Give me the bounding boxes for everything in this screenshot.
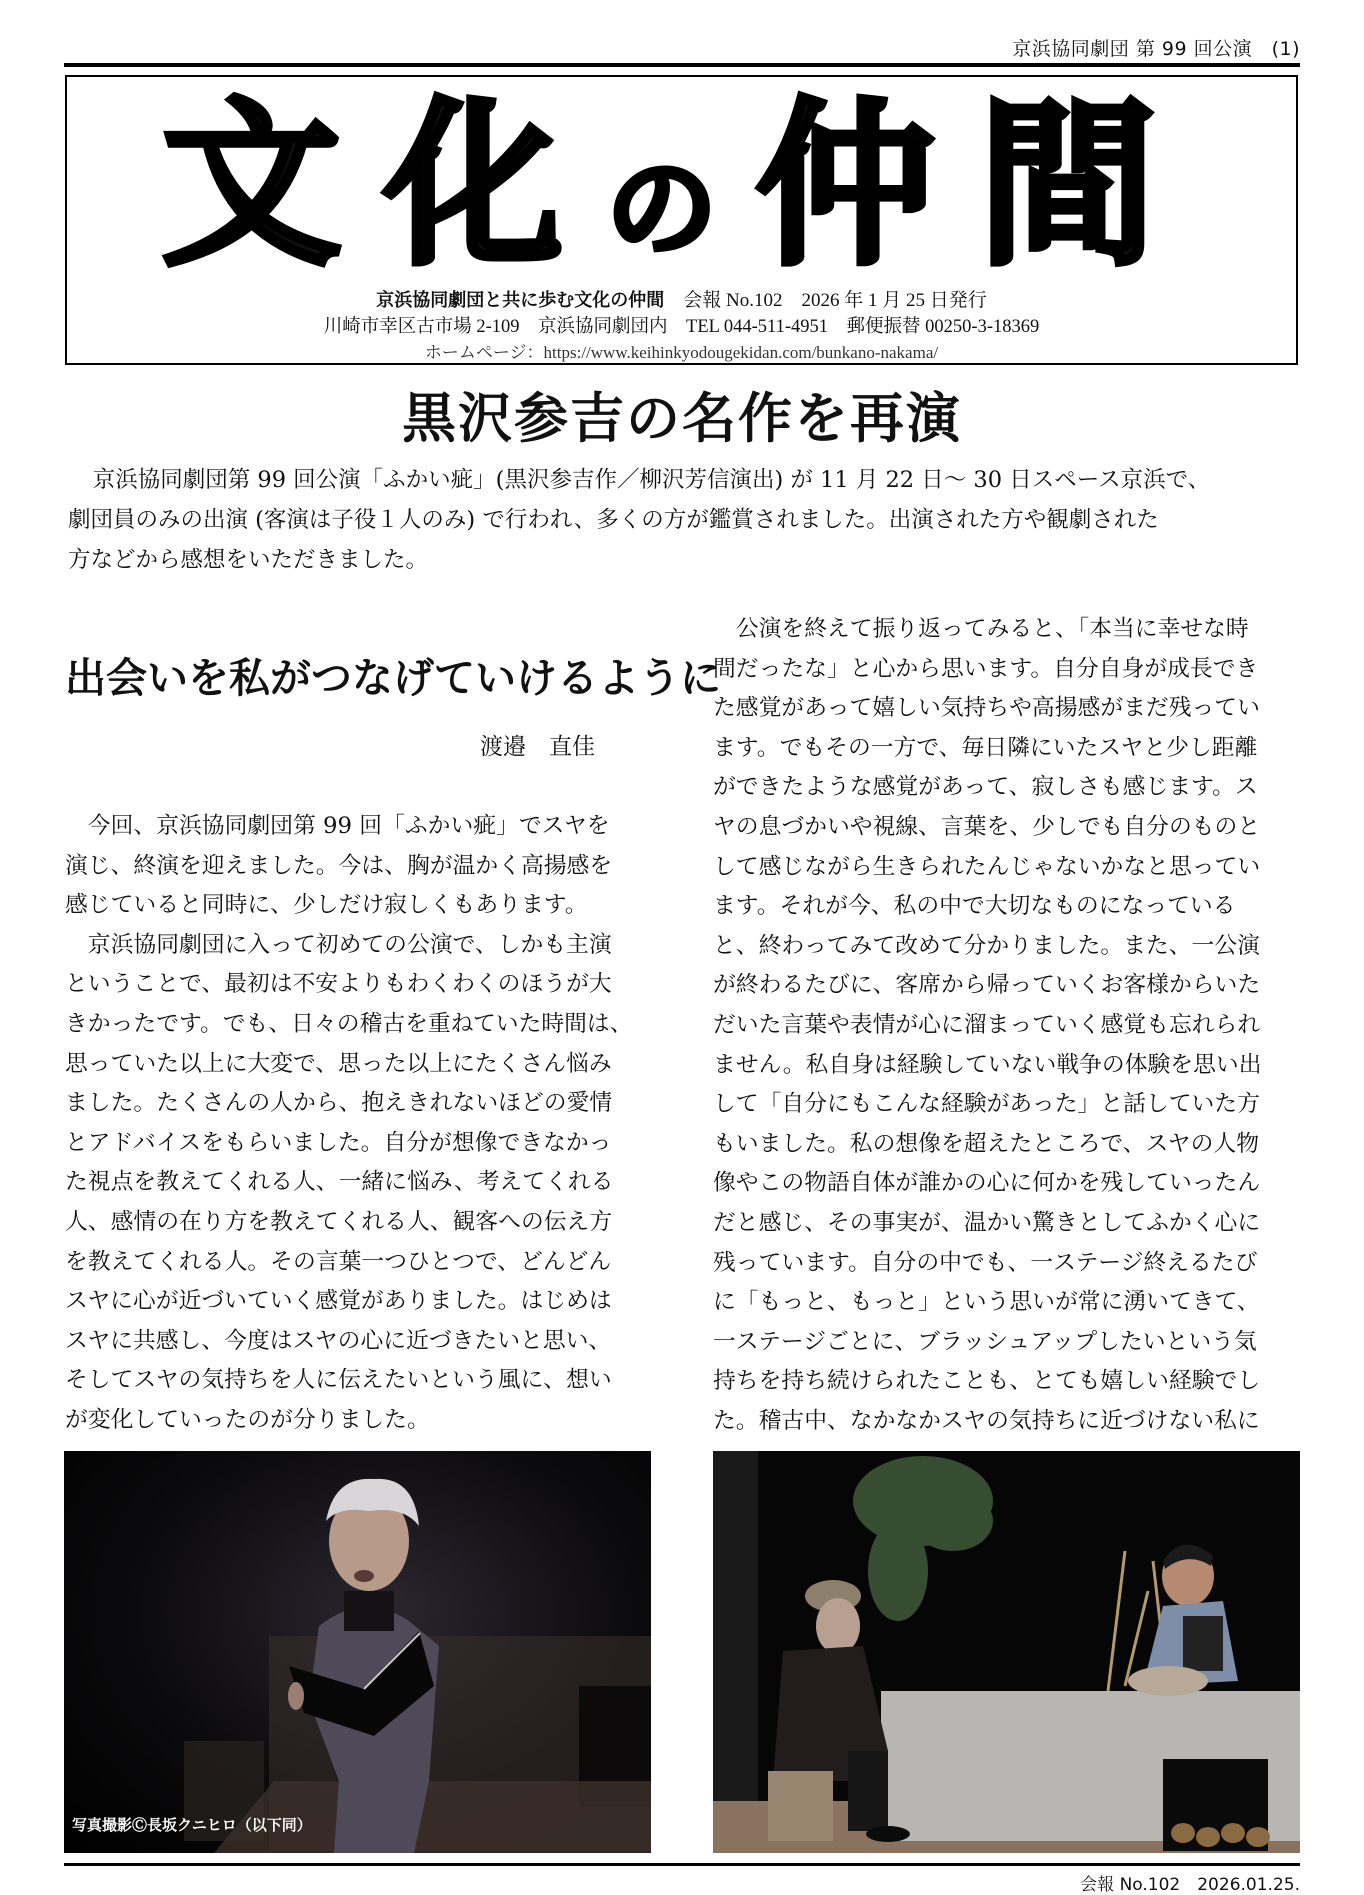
- stage-photo-illustration: [64, 1451, 651, 1853]
- text-line: ヤの息づかいや視線、言葉を、少しでも自分のものと: [713, 813, 1261, 840]
- footer-rule: [64, 1863, 1300, 1866]
- masthead: [65, 75, 1298, 365]
- text-line: 一ステージごとに、ブラッシュアップしたいという気: [713, 1328, 1257, 1355]
- text-line: ということで、最初は不安よりもわくわくのほうが大: [65, 971, 612, 998]
- text-line: もいました。私の想像を超えたところで、スヤの人物: [713, 1130, 1259, 1157]
- stage-photo-illustration: [713, 1451, 1300, 1853]
- photo-credit-caption: 写真撮影Ⓒ長坂クニヒロ（以下同）: [72, 1816, 312, 1834]
- text-line: きかったです。でも、日々の稽古を重ねていた時間は、: [65, 1010, 633, 1037]
- text-line: ができたような感覚があって、寂しさも感じます。ス: [713, 774, 1258, 801]
- masthead-title: [67, 80, 1296, 309]
- masthead-tagline: 京浜協同劇団と共に歩む文化の仲間: [376, 290, 665, 311]
- intro-line: 方などから感想をいただきました。: [68, 547, 429, 573]
- text-line: ます。でもその一方で、毎日隣にいたスヤと少し距離: [713, 734, 1258, 761]
- masthead-subtitle: [67, 285, 1296, 312]
- text-line: 感じていると同時に、少しだけ寂しくもあります。: [65, 892, 588, 919]
- masthead-homepage-link[interactable]: ホームページ：https://www.keihinkyodougekidan.com/bunkano-nakama/: [424, 343, 939, 362]
- intro-line: 京浜協同劇団第 99 回公演「ふかい疵」(黒沢参吉作／柳沢芳信演出) が 11 月 22 日～ 30 日スペース京浜で、: [92, 467, 1211, 493]
- text-line: た感覚があって嬉しい気持ちや高揚感がまだ残ってい: [713, 695, 1260, 722]
- intro-paragraph: [68, 460, 1300, 580]
- text-line: だいた言葉や表情が心に溜まっていく感覚も忘れられ: [713, 1011, 1261, 1038]
- text-line: 像やこの物語自体が誰かの心に何かを残していったん: [713, 1170, 1261, 1197]
- text-line: スヤに共感し、今度はスヤの心に近づきたいと思い、: [65, 1327, 612, 1354]
- text-line: 残っています。自分の中でも、一ステージ終えるたび: [713, 1249, 1258, 1276]
- header-rule: [64, 63, 1300, 67]
- masthead-char: の: [606, 144, 757, 273]
- text-line: 思っていた以上に大変で、思った以上にたくさん悩み: [65, 1050, 612, 1077]
- text-line: が終わるたびに、客席から帰っていくお客様からいた: [713, 972, 1261, 999]
- text-line: 間だったな」と心から思います。自分自身が成長でき: [713, 655, 1259, 682]
- masthead-char: 化: [384, 80, 607, 289]
- text-line: を教えてくれる人。その言葉一つひとつで、どんどん: [65, 1248, 612, 1275]
- text-line: 人、感情の在り方を教えてくれる人、観客への伝え方: [65, 1208, 613, 1235]
- intro-line: 劇団員のみの出演 (客演は子役１人のみ) で行われ、多くの方が鑑賞されました。出演された方や観劇された: [68, 507, 1159, 533]
- text-line: して感じながら生きられたんじゃないかなと思ってい: [713, 853, 1261, 880]
- text-line: だと感じ、その事実が、温かい驚きとしてふかく心に: [713, 1209, 1261, 1236]
- article-title: 出会いを私がつなげていけるように: [65, 654, 721, 702]
- text-line: して「自分にもこんな経験があった」と話していた方: [713, 1091, 1260, 1118]
- text-line: とアドバイスをもらいました。自分が想像できなかっ: [65, 1129, 612, 1156]
- article-body-left: [65, 807, 655, 1441]
- masthead-address: 川崎市幸区古市場 2-109 京浜協同劇団内 TEL 044-511-4951 郵便振替 00250-3-18369: [323, 317, 1040, 337]
- text-line: と、終わってみて改めて分かりました。また、一公演: [713, 932, 1260, 959]
- text-line: ません。私自身は経験していない戦争の体験を思い出: [713, 1051, 1262, 1078]
- masthead-char: 文: [162, 80, 385, 289]
- article-body-right: [713, 610, 1303, 1441]
- photo-actress-reading: [64, 1451, 651, 1853]
- text-line: ました。たくさんの人から、抱えきれないほどの愛情: [65, 1090, 613, 1117]
- masthead-char: 仲: [756, 80, 979, 289]
- text-line: 持ちを持ち続けられたことも、とても嬉しい経験でし: [713, 1368, 1261, 1395]
- text-line: た視点を教えてくれる人、一緒に悩み、考えてくれる: [65, 1169, 614, 1196]
- text-line: 公演を終えて振り返ってみると、「本当に幸せな時: [713, 616, 1249, 642]
- masthead-char: 間: [978, 80, 1201, 289]
- text-line: そしてスヤの気持ちを人に伝えたいという風に、想い: [65, 1367, 612, 1394]
- text-line: ます。それが今、私の中で大切なものになっている: [713, 893, 1236, 920]
- text-line: が変化していったのが分りました。: [65, 1406, 430, 1433]
- main-headline: 黒沢参吉の名作を再演: [402, 386, 962, 450]
- text-line: 京浜協同劇団に入って初めての公演で、しかも主演: [65, 931, 612, 958]
- text-line: スヤに心が近づいていく感覚がありました。はじめは: [65, 1288, 612, 1315]
- page-header-label: 京浜協同劇団 第 99 回公演 (1): [1012, 38, 1300, 60]
- text-line: 演じ、終演を迎えました。今は、胸が温かく高揚感を: [65, 852, 613, 879]
- article-author: 渡邉 直佳: [480, 734, 595, 760]
- footer-issue-label: 会報 No.102 2026.01.25.: [1080, 1875, 1300, 1895]
- text-line: た。稽古中、なかなかスヤの気持ちに近づけない私に: [713, 1407, 1260, 1434]
- text-line: 今回、京浜協同劇団第 99 回「ふかい疵」でスヤを: [65, 813, 610, 839]
- text-line: に「もっと、もっと」という思いが常に湧いてきて、: [713, 1289, 1260, 1316]
- photo-stage-scene: [713, 1451, 1300, 1853]
- masthead-issue: 会報 No.102 2026 年 1 月 25 日発行: [664, 290, 987, 311]
